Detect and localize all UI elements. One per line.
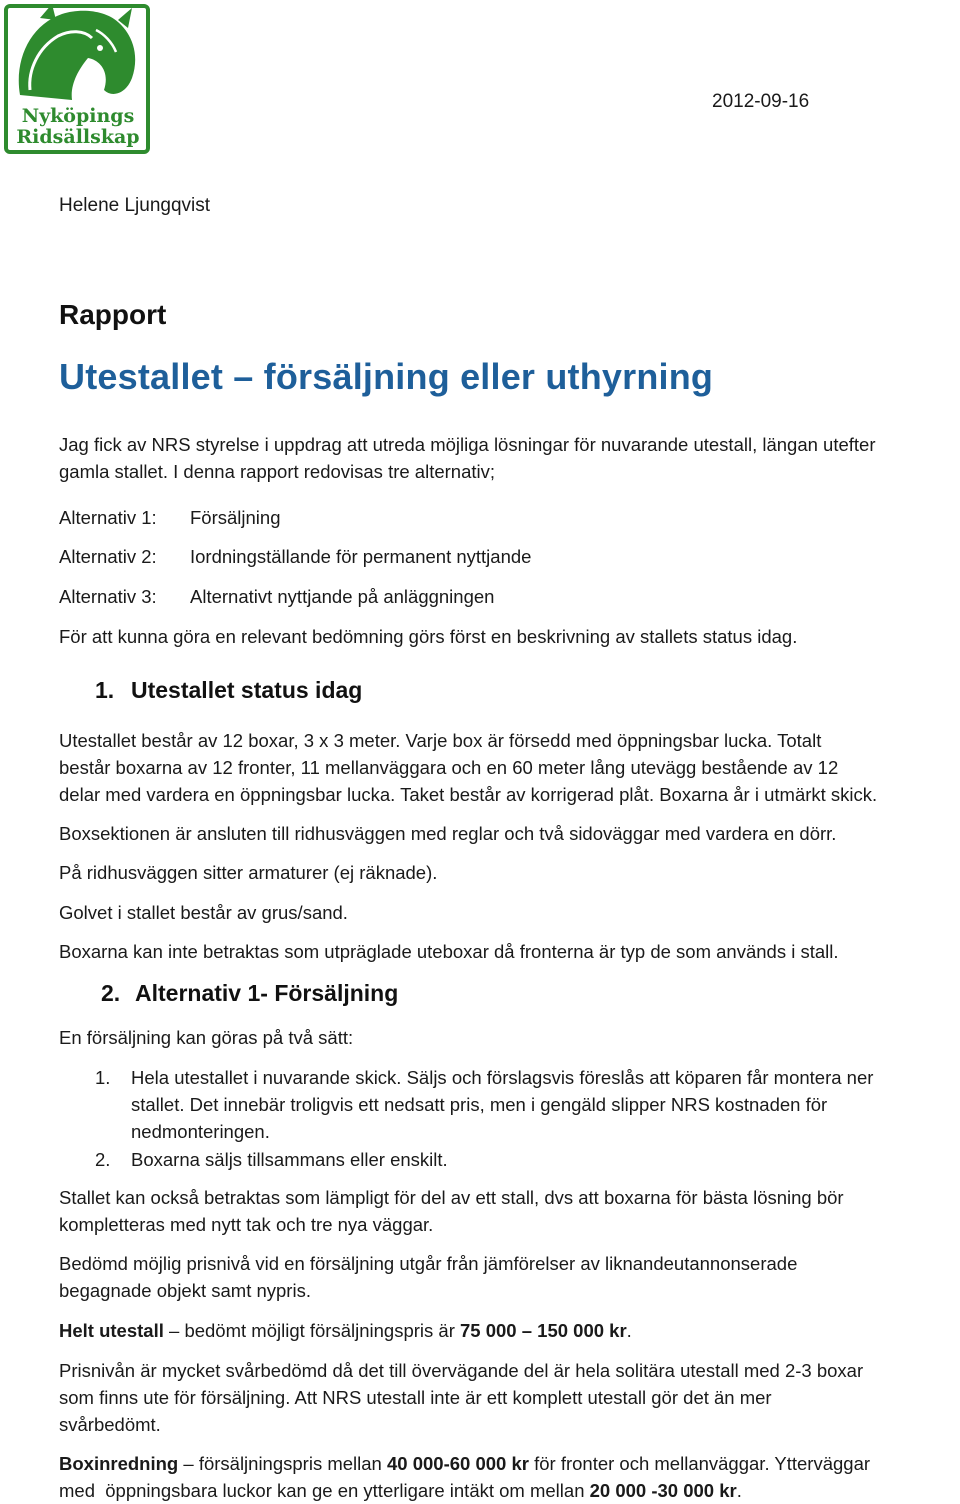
- price-text: för fronter och mellanväggar. Ytterväggar: [528, 1453, 871, 1474]
- dash: –: [178, 1453, 199, 1474]
- paragraph-line: Golvet i stallet består av grus/sand.: [59, 902, 348, 923]
- paragraph-line: En försäljning kan göras på två sätt:: [59, 1027, 354, 1048]
- nykopings-ridsallskap-logo: [0, 0, 156, 158]
- price-text: med öppningsbara luckor kan ge en ytterligare intäkt om mellan: [59, 1480, 590, 1501]
- document-type: Rapport: [59, 299, 167, 330]
- intro-line-2: gamla stallet. I denna rapport redovisas tre alternativ;: [59, 461, 496, 482]
- list-item-line: Boxarna säljs tillsammans eller enskilt.: [131, 1149, 448, 1170]
- list-item: [95, 1146, 448, 1173]
- price-text: bedömt möjligt försäljningspris är: [184, 1320, 460, 1341]
- author-name: Helene Ljungqvist: [59, 195, 211, 216]
- section-title: Alternativ 1- Försäljning: [135, 980, 399, 1006]
- list-item-line: nedmonteringen.: [131, 1121, 270, 1142]
- paragraph-line: begagnade objekt samt nypris.: [59, 1280, 311, 1301]
- section-number: 1.: [95, 677, 115, 703]
- period: .: [736, 1480, 742, 1501]
- alternative-value: Alternativt nyttjande på anläggningen: [190, 586, 495, 607]
- alternative-key: Alternativ 1:: [59, 507, 157, 528]
- paragraph-line: Boxarna kan inte betraktas som utpräglade uteboxar då fronterna är typ de som används i stall.: [59, 941, 839, 962]
- list-item-line: stallet. Det innebär troligvis ett nedsatt pris, men i gengäld slipper NRS kostnaden för: [131, 1094, 828, 1115]
- alternative-value: Iordningställande för permanent nyttjande: [190, 546, 532, 567]
- paragraph-line: Stallet kan också betraktas som lämpligt för del av ett stall, dvs att boxarna för bästa lösning bör: [59, 1187, 844, 1208]
- paragraph-line: kompletteras med nytt tak och tre nya väggar.: [59, 1214, 434, 1235]
- outer-wall-price-line: [59, 1477, 742, 1504]
- svg-text:Nyköpings: Nyköpings: [21, 105, 135, 127]
- list-number: 1.: [95, 1067, 111, 1088]
- section-1-heading: [95, 677, 362, 704]
- period: .: [626, 1320, 632, 1341]
- alternative-row: [59, 546, 531, 568]
- svg-text:Ridsällskap: Ridsällskap: [16, 126, 140, 148]
- document-date: 2012-09-16: [712, 91, 810, 112]
- paragraph-line: Utestallet består av 12 boxar, 3 x 3 meter. Varje box är försedd med öppningsbar lucka. Totalt: [59, 730, 822, 751]
- paragraph-line: delar med vardera en öppningsbar lucka. Taket består av korrigerad plåt. Boxarna år i utmärkt skick.: [59, 784, 878, 805]
- box-price-line: [59, 1450, 870, 1477]
- dash: –: [163, 1320, 185, 1341]
- page-title: Utestallet – försäljning eller uthyrning: [59, 356, 714, 397]
- section-number: 2.: [101, 980, 121, 1006]
- paragraph-line: Bedömd möjlig prisnivå vid en försäljning utgår från jämförelser av liknandeutannonserade: [59, 1253, 798, 1274]
- alternative-row: [59, 586, 494, 608]
- alternative-key: Alternativ 3:: [59, 586, 157, 607]
- paragraph-line: Prisnivån är mycket svårbedömd då det till övervägande del är hela solitära utestall med 2-3 boxar: [59, 1360, 864, 1381]
- whole-stall-price-line: [59, 1317, 632, 1344]
- assessment-line: För att kunna göra en relevant bedömning görs först en beskrivning av stallets status idag.: [59, 626, 798, 647]
- intro-line-1: Jag fick av NRS styrelse i uppdrag att utreda möjliga lösningar för nuvarande utestall, längan utefter: [59, 434, 876, 455]
- paragraph-line: svårbedömt.: [59, 1414, 161, 1435]
- paragraph-line: består boxarna av 12 fronter, 11 mellanväggara och en 60 meter lång utevägg bestående av 12: [59, 757, 839, 778]
- box-price: 40 000-60 000 kr: [386, 1453, 529, 1474]
- alternative-key: Alternativ 2:: [59, 546, 157, 567]
- list-item-line: Hela utestallet i nuvarande skick. Säljs och förslagsvis föreslås att köparen får montera ner: [131, 1067, 874, 1088]
- paragraph-line: På ridhusväggen sitter armaturer (ej räknade).: [59, 862, 438, 883]
- whole-stall-label: Helt utestall: [59, 1320, 164, 1341]
- price-text: försäljningspris mellan: [198, 1453, 387, 1474]
- outer-wall-price: 20 000 -30 000 kr: [589, 1480, 737, 1501]
- alternative-value: Försäljning: [190, 507, 281, 528]
- paragraph-line: som finns ute för försäljning. Att NRS utestall inte är ett komplett utestall gör det än mer: [59, 1387, 772, 1408]
- list-number: 2.: [95, 1149, 111, 1170]
- paragraph-line: Boxsektionen är ansluten till ridhusväggen med reglar och två sidoväggar med vardera en dörr.: [59, 823, 837, 844]
- whole-stall-price: 75 000 – 150 000 kr: [460, 1320, 627, 1341]
- alternative-row: [59, 507, 281, 529]
- box-label: Boxinredning: [59, 1453, 179, 1474]
- section-2-heading: [101, 980, 398, 1007]
- section-title: Utestallet status idag: [131, 677, 363, 703]
- list-item: [95, 1064, 874, 1091]
